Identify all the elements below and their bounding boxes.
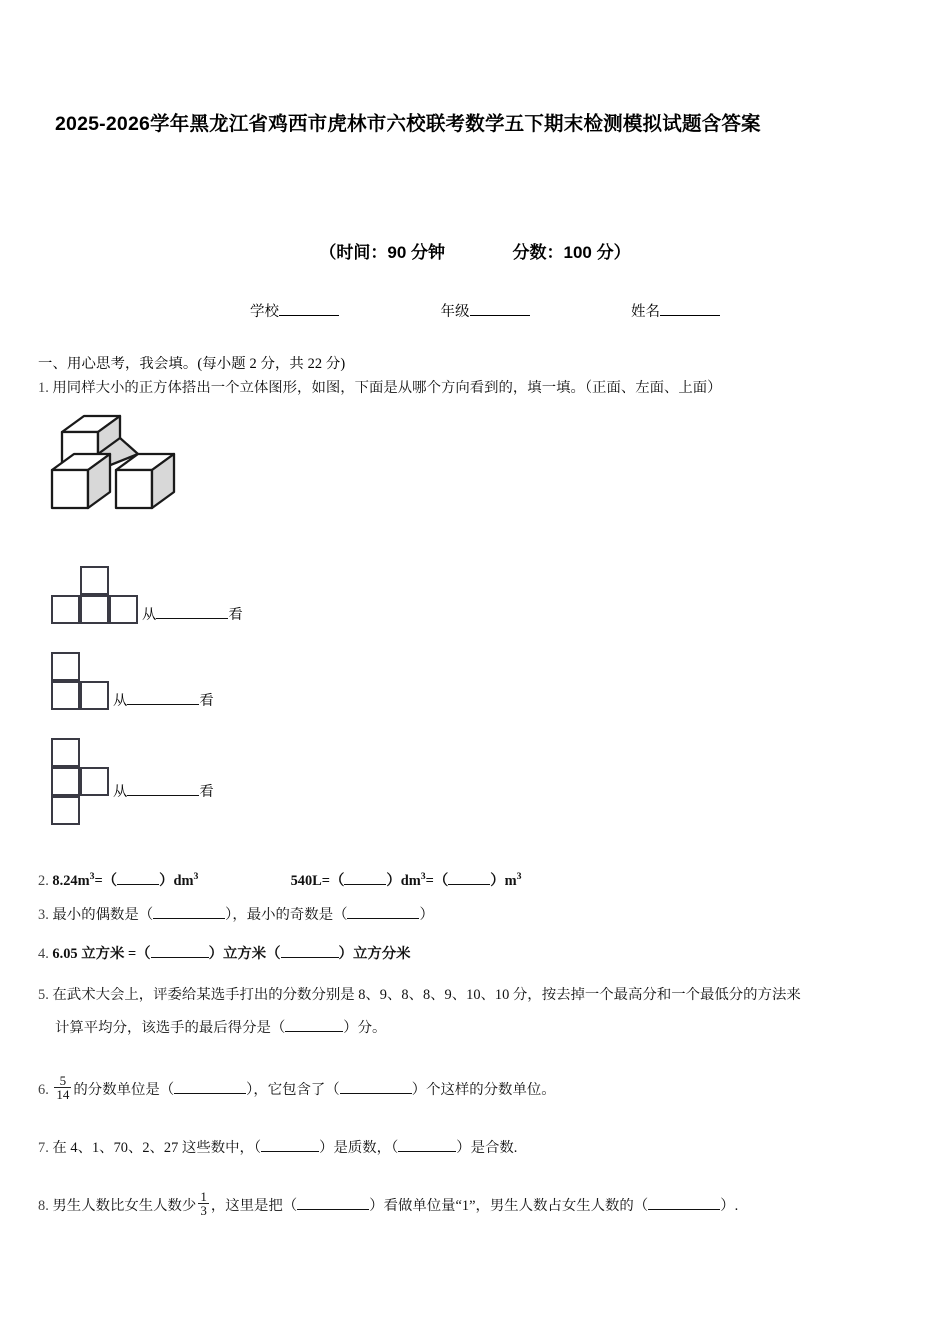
q2-blank-3[interactable]: [448, 872, 490, 885]
grid-cell: [80, 681, 109, 710]
q7-blank-2[interactable]: [398, 1139, 456, 1152]
question-4-text-c: ）立方米（: [208, 946, 281, 962]
question-4-text-b: =（: [127, 946, 151, 962]
question-6-text-b: ），它包含了（: [246, 1082, 340, 1099]
grade-label: 年级: [440, 304, 470, 320]
question-1-view-2: [51, 652, 214, 712]
view-3-suffix: 看: [199, 784, 214, 800]
q2-b-unit-to: m: [504, 872, 517, 889]
view-1-blank[interactable]: [156, 606, 228, 619]
grid-cell: [80, 566, 109, 595]
school-blank[interactable]: [279, 302, 339, 316]
q6-denominator: 14: [56, 1087, 70, 1103]
question-7: [38, 1138, 517, 1160]
question-8-text-b: ，这里是把（: [210, 1198, 298, 1215]
question-4-text-d: ）立方分米: [338, 946, 411, 962]
question-8-fraction: [198, 1190, 209, 1218]
identity-fields-row: [250, 300, 720, 321]
question-5-line2-text-a: 计算平均分，该选手的最后得分是（: [55, 1020, 286, 1036]
q8-numerator: 1: [200, 1189, 207, 1204]
question-8-text-d: ）.: [720, 1198, 739, 1215]
grid-cell: [51, 738, 80, 767]
view-2-grid: [51, 652, 111, 712]
q8-blank-1[interactable]: [297, 1197, 369, 1210]
question-1-number: 1.: [38, 380, 49, 396]
q2-a-value: 8.24: [52, 872, 78, 889]
grid-cell: [51, 796, 80, 825]
question-8-number: 8.: [38, 1198, 49, 1215]
question-8: [38, 1189, 739, 1220]
q2-b-unit-mid: dm: [400, 872, 421, 889]
question-4-number: 4.: [38, 946, 49, 962]
question-3: [38, 905, 434, 927]
q3-blank-2[interactable]: [347, 906, 419, 919]
view-2-suffix: 看: [199, 693, 214, 709]
question-3-text-c: ）: [419, 907, 434, 923]
question-1-view-3: [51, 738, 214, 827]
q2-b-exp2: 3: [516, 871, 522, 882]
school-label: 学校: [250, 304, 279, 320]
question-6-text-c: ）个这样的分数单位。: [411, 1082, 556, 1099]
question-7-number: 7.: [38, 1140, 49, 1156]
question-2-number: 2.: [38, 872, 49, 889]
question-2-part-b: 540L=（ ）$dm^3=$（ ）$m^3$: [290, 871, 522, 889]
question-5-line1-text: 在武术大会上，评委给某选手打出的分数分别是 8、9、8、8、9、10、10 分，按去掉一个最高分和一个最低分的方法来: [52, 987, 801, 1003]
question-3-text-a: 最小的偶数是（: [52, 907, 154, 923]
q8-blank-2[interactable]: [648, 1197, 720, 1210]
grid-cell: [80, 767, 109, 796]
exam-meta-line: [0, 238, 950, 263]
q2-b-exp: 3: [420, 871, 426, 882]
question-1-view-1: [51, 566, 243, 626]
grid-cell: [109, 595, 138, 624]
question-5-line-1: [38, 985, 801, 1007]
q2-b-value: 540L: [290, 872, 322, 889]
question-3-number: 3.: [38, 907, 49, 923]
question-4: [38, 944, 411, 966]
q2-a-exp: 3: [89, 871, 95, 882]
grid-cell: [51, 652, 80, 681]
question-7-text-c: ）是合数.: [456, 1140, 518, 1156]
view-2-blank[interactable]: [127, 692, 199, 705]
name-field[interactable]: [631, 300, 720, 321]
view-1-prefix: 从: [142, 607, 157, 623]
section-heading: 一、用心思考，我会填。(每小题 2 分，共 22 分): [38, 356, 346, 372]
question-6-fraction: [54, 1074, 71, 1102]
view-3-grid: [51, 738, 111, 827]
question-6-text-a: 的分数单位是（: [73, 1082, 175, 1099]
view-1-label[interactable]: [142, 603, 243, 626]
q4-blank-2[interactable]: [281, 945, 339, 958]
q2-a-unit-to: dm: [173, 872, 194, 889]
view-3-blank[interactable]: [127, 783, 199, 796]
view-3-prefix: 从: [113, 784, 128, 800]
view-1-suffix: 看: [228, 607, 243, 623]
view-3-label[interactable]: [113, 780, 214, 801]
view-2-label[interactable]: [113, 689, 214, 712]
question-4-text-a: 6.05 立方米: [52, 946, 125, 962]
q6-blank-1[interactable]: [174, 1081, 246, 1094]
q5-blank-1[interactable]: [285, 1019, 343, 1032]
name-label: 姓名: [631, 304, 660, 320]
q2-a-exp2: 3: [193, 871, 199, 882]
q8-denominator: 3: [200, 1203, 207, 1219]
grid-cell: [80, 595, 109, 624]
view-1-grid: [51, 566, 140, 626]
school-field[interactable]: [250, 300, 339, 321]
question-8-text-a: 男生人数比女生人数少: [52, 1198, 197, 1215]
name-blank[interactable]: [660, 302, 720, 316]
question-6-number: 6.: [38, 1082, 49, 1099]
page-title: 2025-2026学年黑龙江省鸡西市虎林市六校联考数学五下期末检测模拟试题含答案: [55, 113, 761, 135]
exam-score-label: 分数：100 分）: [512, 243, 631, 262]
grade-blank[interactable]: [470, 302, 530, 316]
question-8-text-c: ）看做单位量“1”，男生人数占女生人数的（: [369, 1198, 649, 1215]
question-5-number: 5.: [38, 987, 49, 1003]
question-5-line-2: [55, 1018, 386, 1040]
grid-cell: [51, 595, 80, 624]
question-1-text: 用同样大小的正方体搭出一个立体图形，如图，下面是从哪个方向看到的，填一填。（正面、左面、上面）: [52, 380, 722, 396]
q2-a-unit-from: m: [77, 872, 90, 889]
grade-field[interactable]: [441, 300, 530, 321]
question-5-line2-text-b: ）分。: [343, 1020, 387, 1036]
q2-blank-1[interactable]: [117, 872, 159, 885]
q2-blank-2[interactable]: [344, 872, 386, 885]
three-cube-isometric-figure: [44, 410, 204, 543]
question-2: [38, 870, 522, 892]
question-3-text-b: ），最小的奇数是（: [225, 907, 348, 923]
question-7-text-b: ）是质数，（: [319, 1140, 399, 1156]
exam-time-label: （时间：90 分钟: [319, 243, 446, 262]
q7-blank-1[interactable]: [261, 1139, 319, 1152]
grid-cell: [51, 681, 80, 710]
q4-blank-1[interactable]: [151, 945, 209, 958]
q3-blank-1[interactable]: [153, 906, 225, 919]
view-2-prefix: 从: [113, 693, 128, 709]
q6-numerator: 5: [59, 1073, 67, 1088]
question-2-part-a: $8.24m^3=$（ ）$dm^3$: [52, 871, 199, 889]
question-1: [38, 378, 722, 400]
question-6: [38, 1073, 556, 1104]
grid-cell: [51, 767, 80, 796]
question-7-text-a: 在 4、1、70、2、27 这些数中，（: [52, 1140, 262, 1156]
q6-blank-2[interactable]: [340, 1081, 412, 1094]
